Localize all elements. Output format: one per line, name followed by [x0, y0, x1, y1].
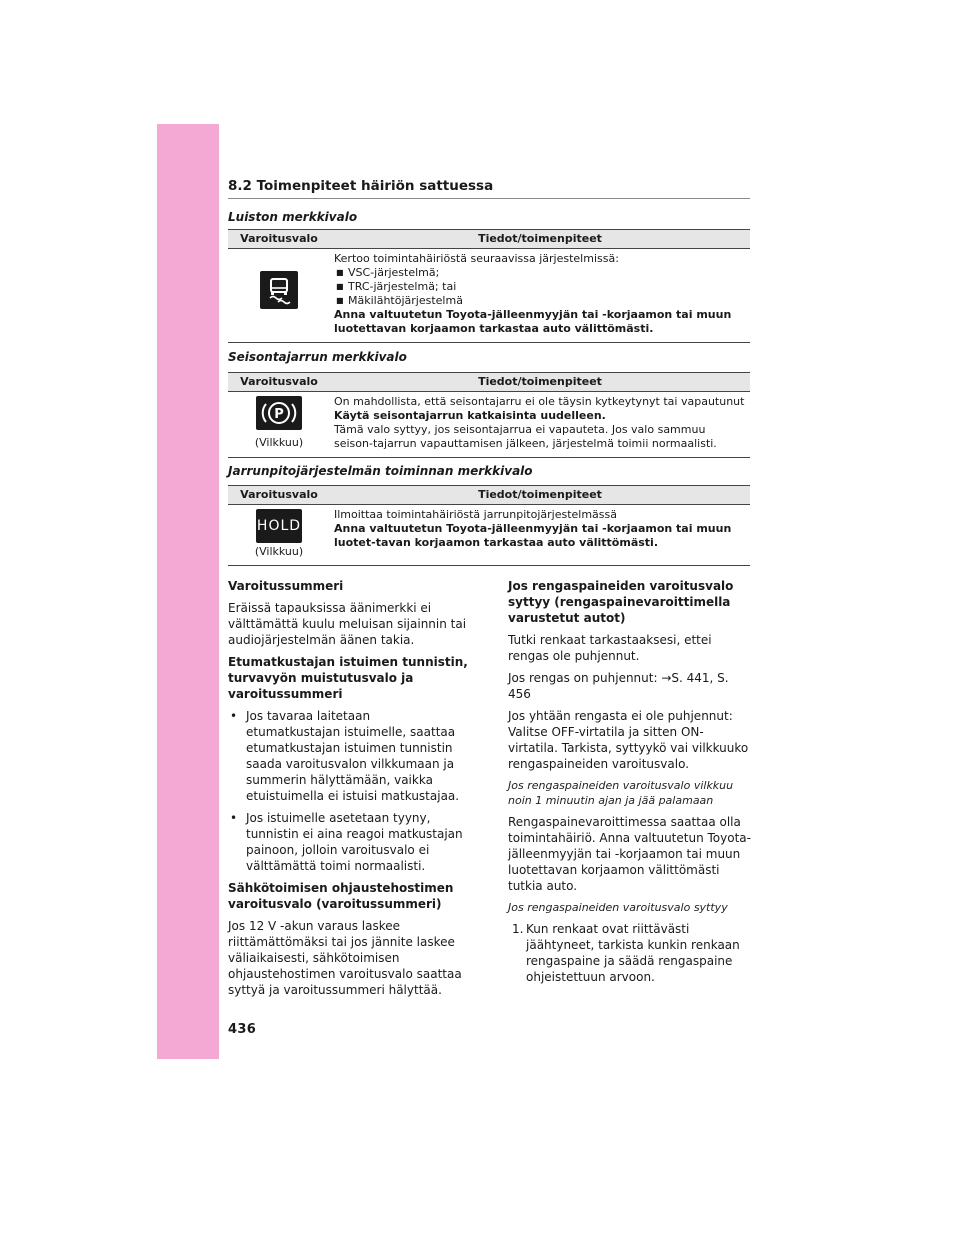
- paragraph: Rengaspainevaroittimessa saattaa olla toimintahäiriö. Anna valtuutetun Toyota-jälleenmyyjän tai -korjaamon tai muun luotettavan korjaamon välittömästi tutkia auto.: [508, 815, 751, 893]
- table-row: [228, 505, 750, 566]
- details-action: Anna valtuutetun Toyota-jälleenmyyjän tai -korjaamon tai muun luotet-tavan korjaamon tarkastaa auto välittömästi.: [334, 522, 732, 549]
- column-header-warning-light: Varoitusvalo: [228, 373, 330, 392]
- parking-brake-table: [228, 372, 750, 458]
- slip-indicator-icon: [260, 271, 298, 309]
- list-item: ■ VSC-järjestelmä;: [334, 266, 746, 280]
- list-item: ■ Mäkilähtöjärjestelmä: [334, 294, 746, 308]
- list-item: ■ TRC-järjestelmä; tai: [334, 280, 746, 294]
- paragraph: Jos rengas on puhjennut: →S. 441, S. 456: [508, 671, 729, 701]
- table-heading-slip: Luiston merkkivalo: [228, 210, 358, 224]
- details-intro: Ilmoittaa toimintahäiriöstä jarrunpitojärjestelmässä: [334, 508, 618, 521]
- icon-label: (Vilkkuu): [254, 545, 304, 558]
- step-number: 1.: [512, 922, 524, 936]
- details-action: Anna valtuutetun Toyota-jälleenmyyjän tai -korjaamon tai muun luotettavan korjaamon tarkastaa auto välittömästi.: [334, 308, 732, 335]
- column-header-details: Tiedot/toimenpiteet: [330, 230, 750, 249]
- table-row: [228, 392, 750, 458]
- table-row: [228, 249, 750, 343]
- section-title: 8.2 Toimenpiteet häiriön sattuessa: [228, 178, 750, 199]
- italic-subheading: Jos rengaspaineiden varoitusvalo vilkkuu noin 1 minuutin ajan ja jää palamaan: [508, 779, 734, 807]
- heading-seat-sensor: Etumatkustajan istuimen tunnistin, turvavyön muistutusvalo ja varoitussummeri: [228, 655, 468, 701]
- column-header-warning-light: Varoitusvalo: [228, 486, 330, 505]
- heading-warning-buzzer: Varoitussummeri: [228, 579, 344, 593]
- slip-indicator-table: [228, 229, 750, 343]
- column-header-details: Tiedot/toimenpiteet: [330, 373, 750, 392]
- page-number: 436: [228, 1022, 257, 1037]
- column-header-details: Tiedot/toimenpiteet: [330, 486, 750, 505]
- list-item: [508, 921, 753, 985]
- chapter-side-tab: [157, 124, 219, 1059]
- icon-label: (Vilkkuu): [254, 436, 304, 449]
- bullet-list: [228, 708, 468, 874]
- paragraph: Jos 12 V -akun varaus laskee riittämättömäksi tai jos jännite laskee väliaikaisesti, sähkötoimisen ohjaustehostimen varoitusvalo saattaa syttyä ja varoitussummeri hälyttää.: [228, 919, 462, 997]
- details-intro: Kertoo toimintahäiriöstä seuraavissa järjestelmissä:: [334, 252, 619, 265]
- paragraph: Jos yhtään rengasta ei ole puhjennut: Valitse OFF-virtatila ja sitten ON-virtatila. Tarkista, syttyykö vai vilkkuuko rengaspaineiden varoitusvalo.: [508, 709, 749, 771]
- brake-hold-table: [228, 485, 750, 566]
- step-text: Kun renkaat ovat riittävästi jäähtyneet, tarkista kunkin renkaan rengaspaine ja säädä rengaspaine ohjeistettuun arvoon.: [526, 922, 740, 984]
- left-column: [228, 578, 468, 1004]
- column-header-warning-light: Varoitusvalo: [228, 230, 330, 249]
- details-note: Tämä valo syttyy, jos seisontajarrua ei vapauteta. Jos valo sammuu seison-tajarrun vapauttamisen jälkeen, järjestelmä toimii normaalisti.: [334, 423, 717, 450]
- right-column: [508, 578, 753, 985]
- heading-power-steering: Sähkötoimisen ohjaustehostimen varoitusvalo (varoitussummeri): [228, 881, 454, 911]
- table-heading-brake-hold: Jarrunpitojärjestelmän toiminnan merkkivalo: [228, 464, 533, 478]
- list-item: • Jos istuimelle asetetaan tyyny, tunnistin ei aina reagoi matkustajan painoon, jolloin varoitusvalo ei välttämättä toimi normaalisti.: [228, 810, 468, 874]
- details-action: Käytä seisontajarrun katkaisinta uudelleen.: [334, 409, 606, 422]
- hold-icon: HOLD: [256, 509, 302, 543]
- parking-brake-icon: [256, 396, 302, 430]
- list-item: • Jos tavaraa laitetaan etumatkustajan istuimelle, saattaa etumatkustajan istuimen tunnistin saada varoitusvalon vilkkumaan ja summerin hälyttämään, vaikka etuistuimella ei istuisi matkustajaa.: [228, 708, 468, 804]
- svg-text:P: P: [274, 407, 284, 422]
- details-intro: On mahdollista, että seisontajarru ei ole täysin kytkeytynyt tai vapautunut: [334, 395, 745, 408]
- numbered-list: [508, 921, 753, 985]
- paragraph: Eräissä tapauksissa äänimerkki ei välttämättä kuulu meluisan sijainnin tai audiojärjestelmän äänen takia.: [228, 601, 467, 647]
- italic-subheading: Jos rengaspaineiden varoitusvalo syttyy: [508, 901, 728, 914]
- table-heading-parking-brake: Seisontajarrun merkkivalo: [228, 350, 407, 364]
- heading-tire-pressure: Jos rengaspaineiden varoitusvalo syttyy (rengaspainevaroittimella varustetut autot): [508, 579, 734, 625]
- paragraph: Tutki renkaat tarkastaaksesi, ettei rengas ole puhjennut.: [508, 633, 712, 663]
